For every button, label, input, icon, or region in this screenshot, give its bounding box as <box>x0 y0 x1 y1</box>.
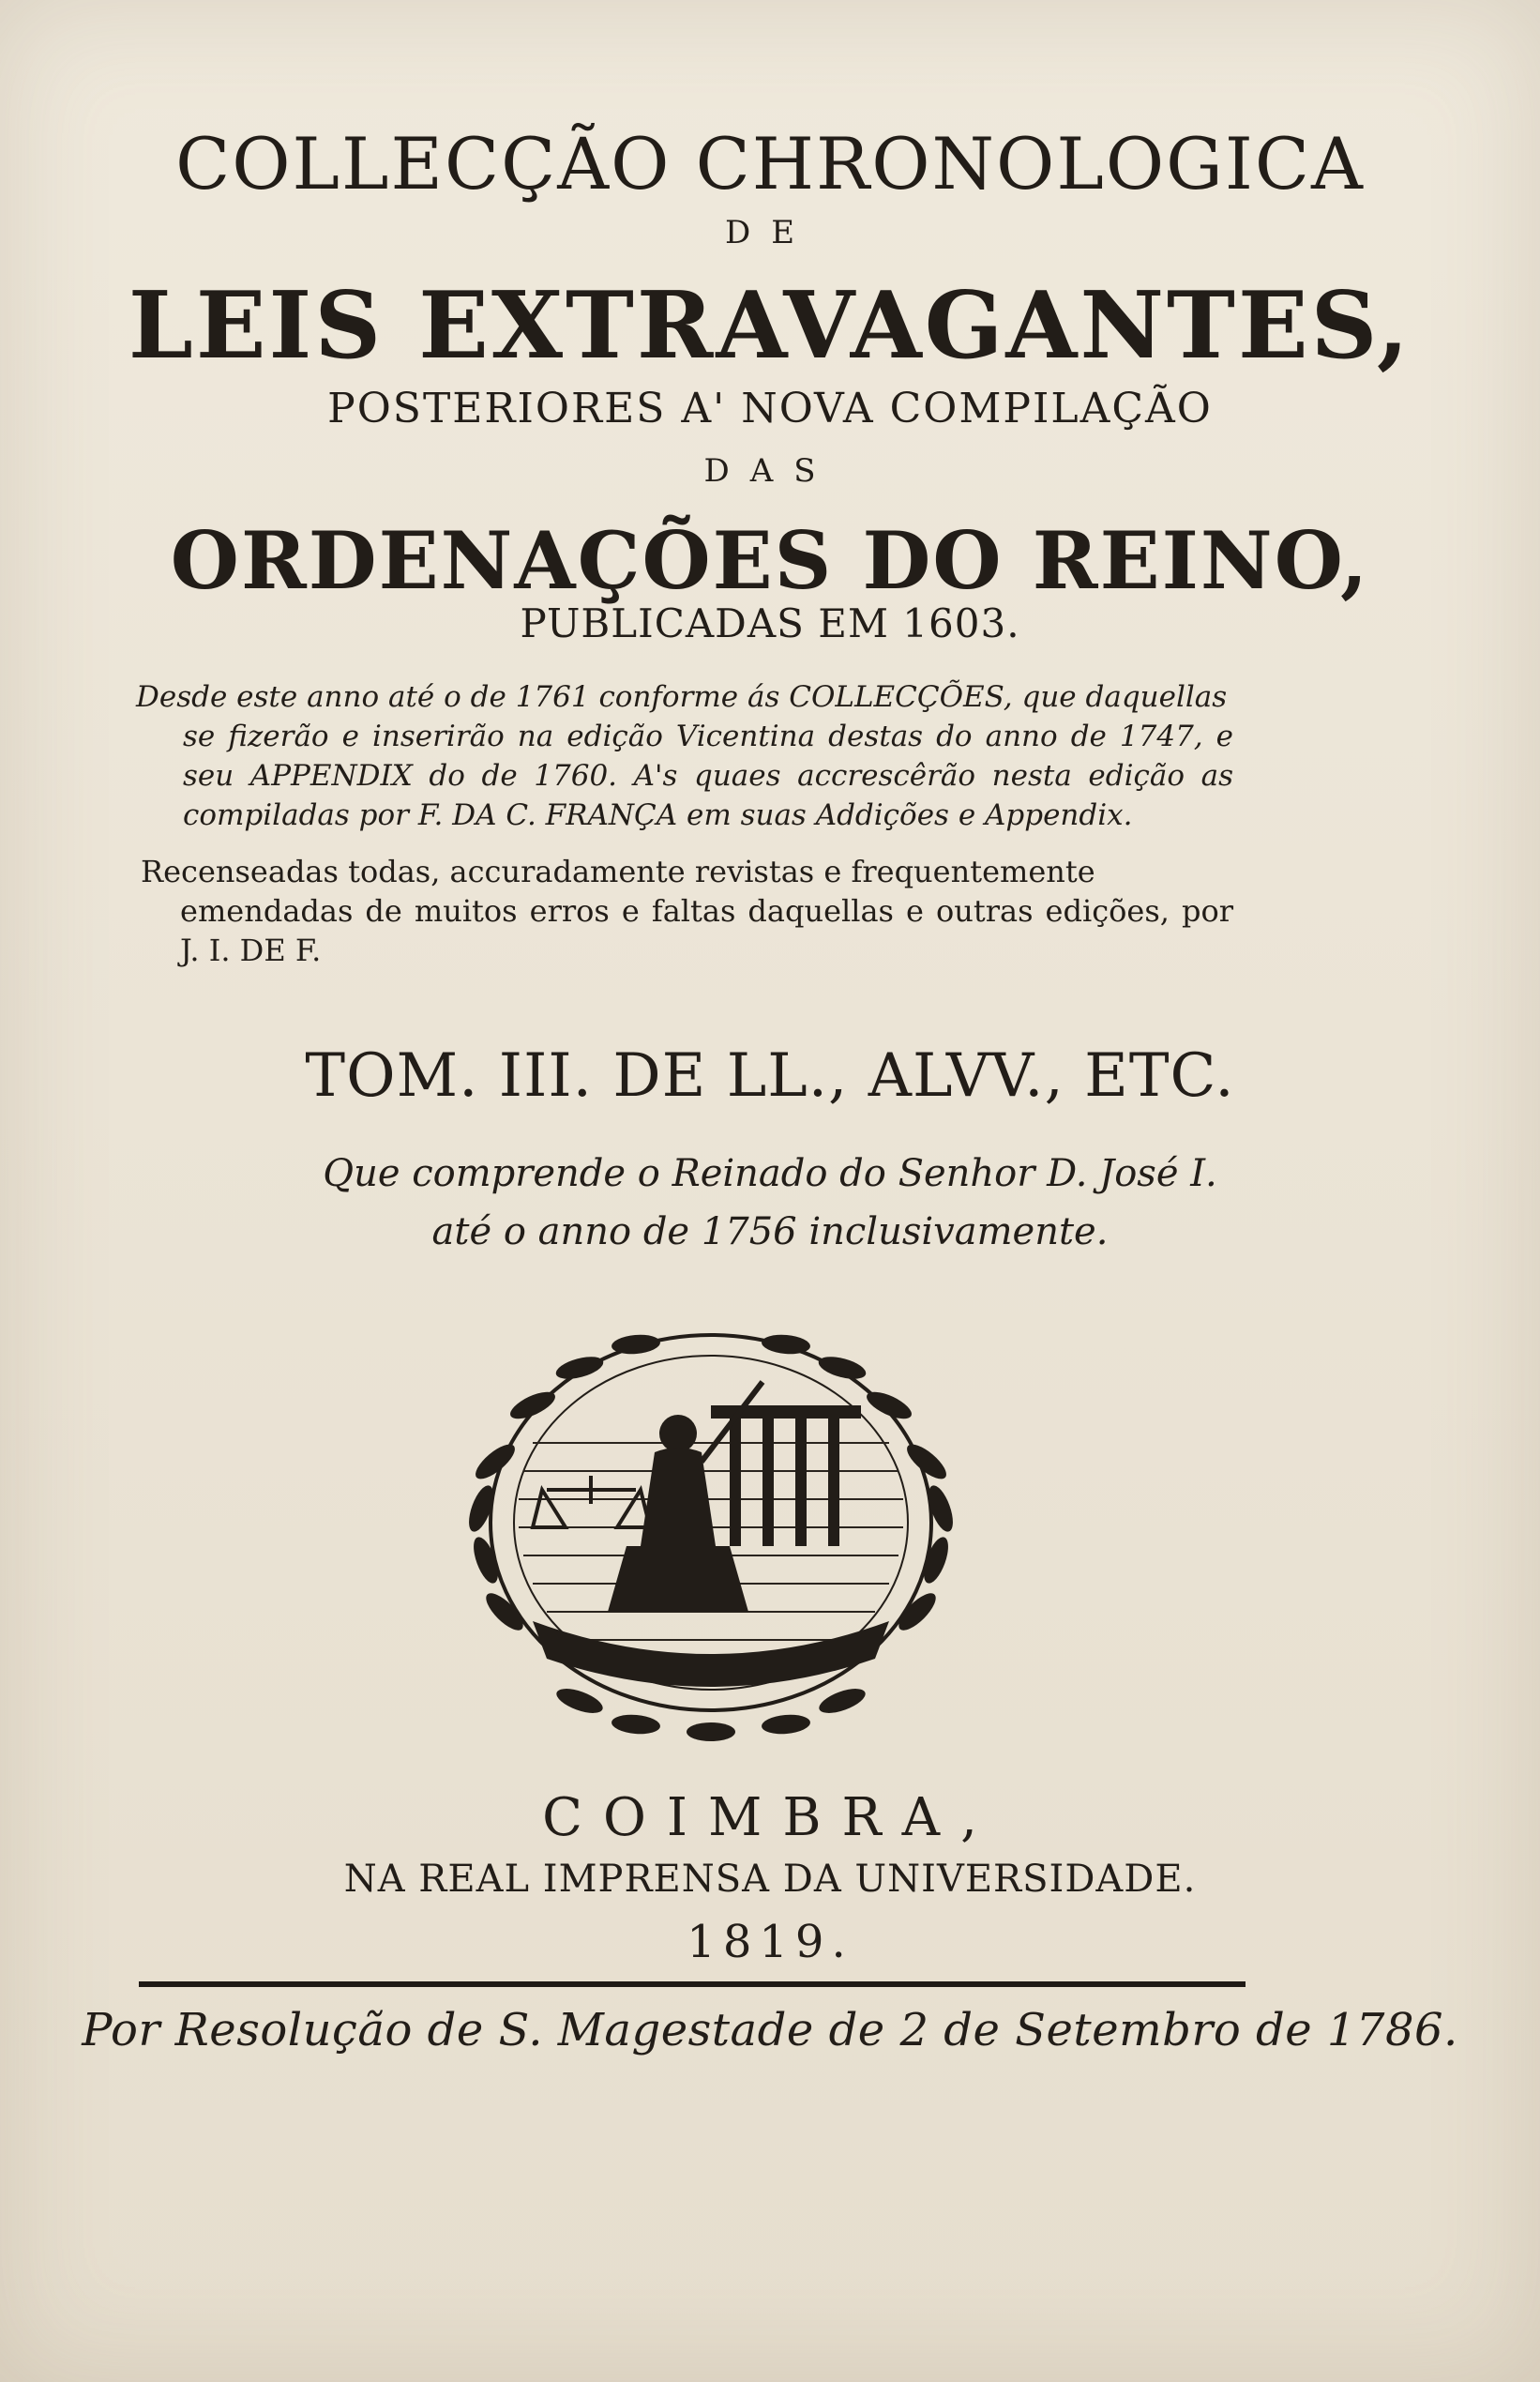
reign-note <box>0 1145 1540 1261</box>
recenseadas-rest: emendadas de muitos erros e faltas daquellas e outras edições, por J. I. DE F. <box>180 893 1233 968</box>
reign-note-line-2: até o anno de 1756 inclusivamente. <box>431 1210 1109 1253</box>
recenseadas-first-line: Recenseadas todas, accuradamente revistas e frequentemente <box>141 854 1095 889</box>
imprint-press: NA REAL IMPRENSA DA UNIVERSIDADE. <box>343 1858 1197 1901</box>
volume-heading: TOM. III. DE LL., ALVV., ETC. <box>305 1041 1235 1111</box>
recenseadas-paragraph <box>141 852 1233 970</box>
desde-rest: se fizerão e inserirão na edição Vicentina destas do anno de 1747, e seu APPENDIX do de 1760. A's quaes accrescêrão nesta edição as compiladas por F. DA C. FRANÇA em suas Addições e Appendix. <box>183 720 1233 832</box>
royal-resolution-note: Por Resolução de S. Magestade de 2 de Setembro de 1786. <box>82 2004 1458 2056</box>
title-line-das: DAS <box>703 452 837 490</box>
title-line-de: DE <box>724 214 816 251</box>
imprint-city: COIMBRA, <box>542 1787 998 1848</box>
title-line-posteriores: POSTERIORES A' NOVA COMPILAÇÃO <box>327 385 1213 432</box>
reign-note-line-1: Que comprende o Reinado do Senhor D. José I. <box>323 1152 1217 1195</box>
title-line-publicadas: PUBLICADAS EM 1603. <box>520 600 1020 646</box>
imprint-year: 1819. <box>687 1916 853 1968</box>
title-line-ordenacoes: ORDENAÇÕES DO REINO, <box>170 514 1370 607</box>
desde-paragraph <box>136 677 1233 835</box>
printers-device-woodcut-icon <box>392 1302 1030 1752</box>
title-line-leis: LEIS EXTRAVAGANTES, <box>128 272 1412 380</box>
horizontal-rule <box>139 1981 1246 1987</box>
desde-first-line: Desde este anno até o de 1761 conforme ás COLLECÇÕES, que daquellas <box>136 680 1228 714</box>
title-line-collecao: COLLECÇÃO CHRONOLOGICA <box>175 122 1365 205</box>
